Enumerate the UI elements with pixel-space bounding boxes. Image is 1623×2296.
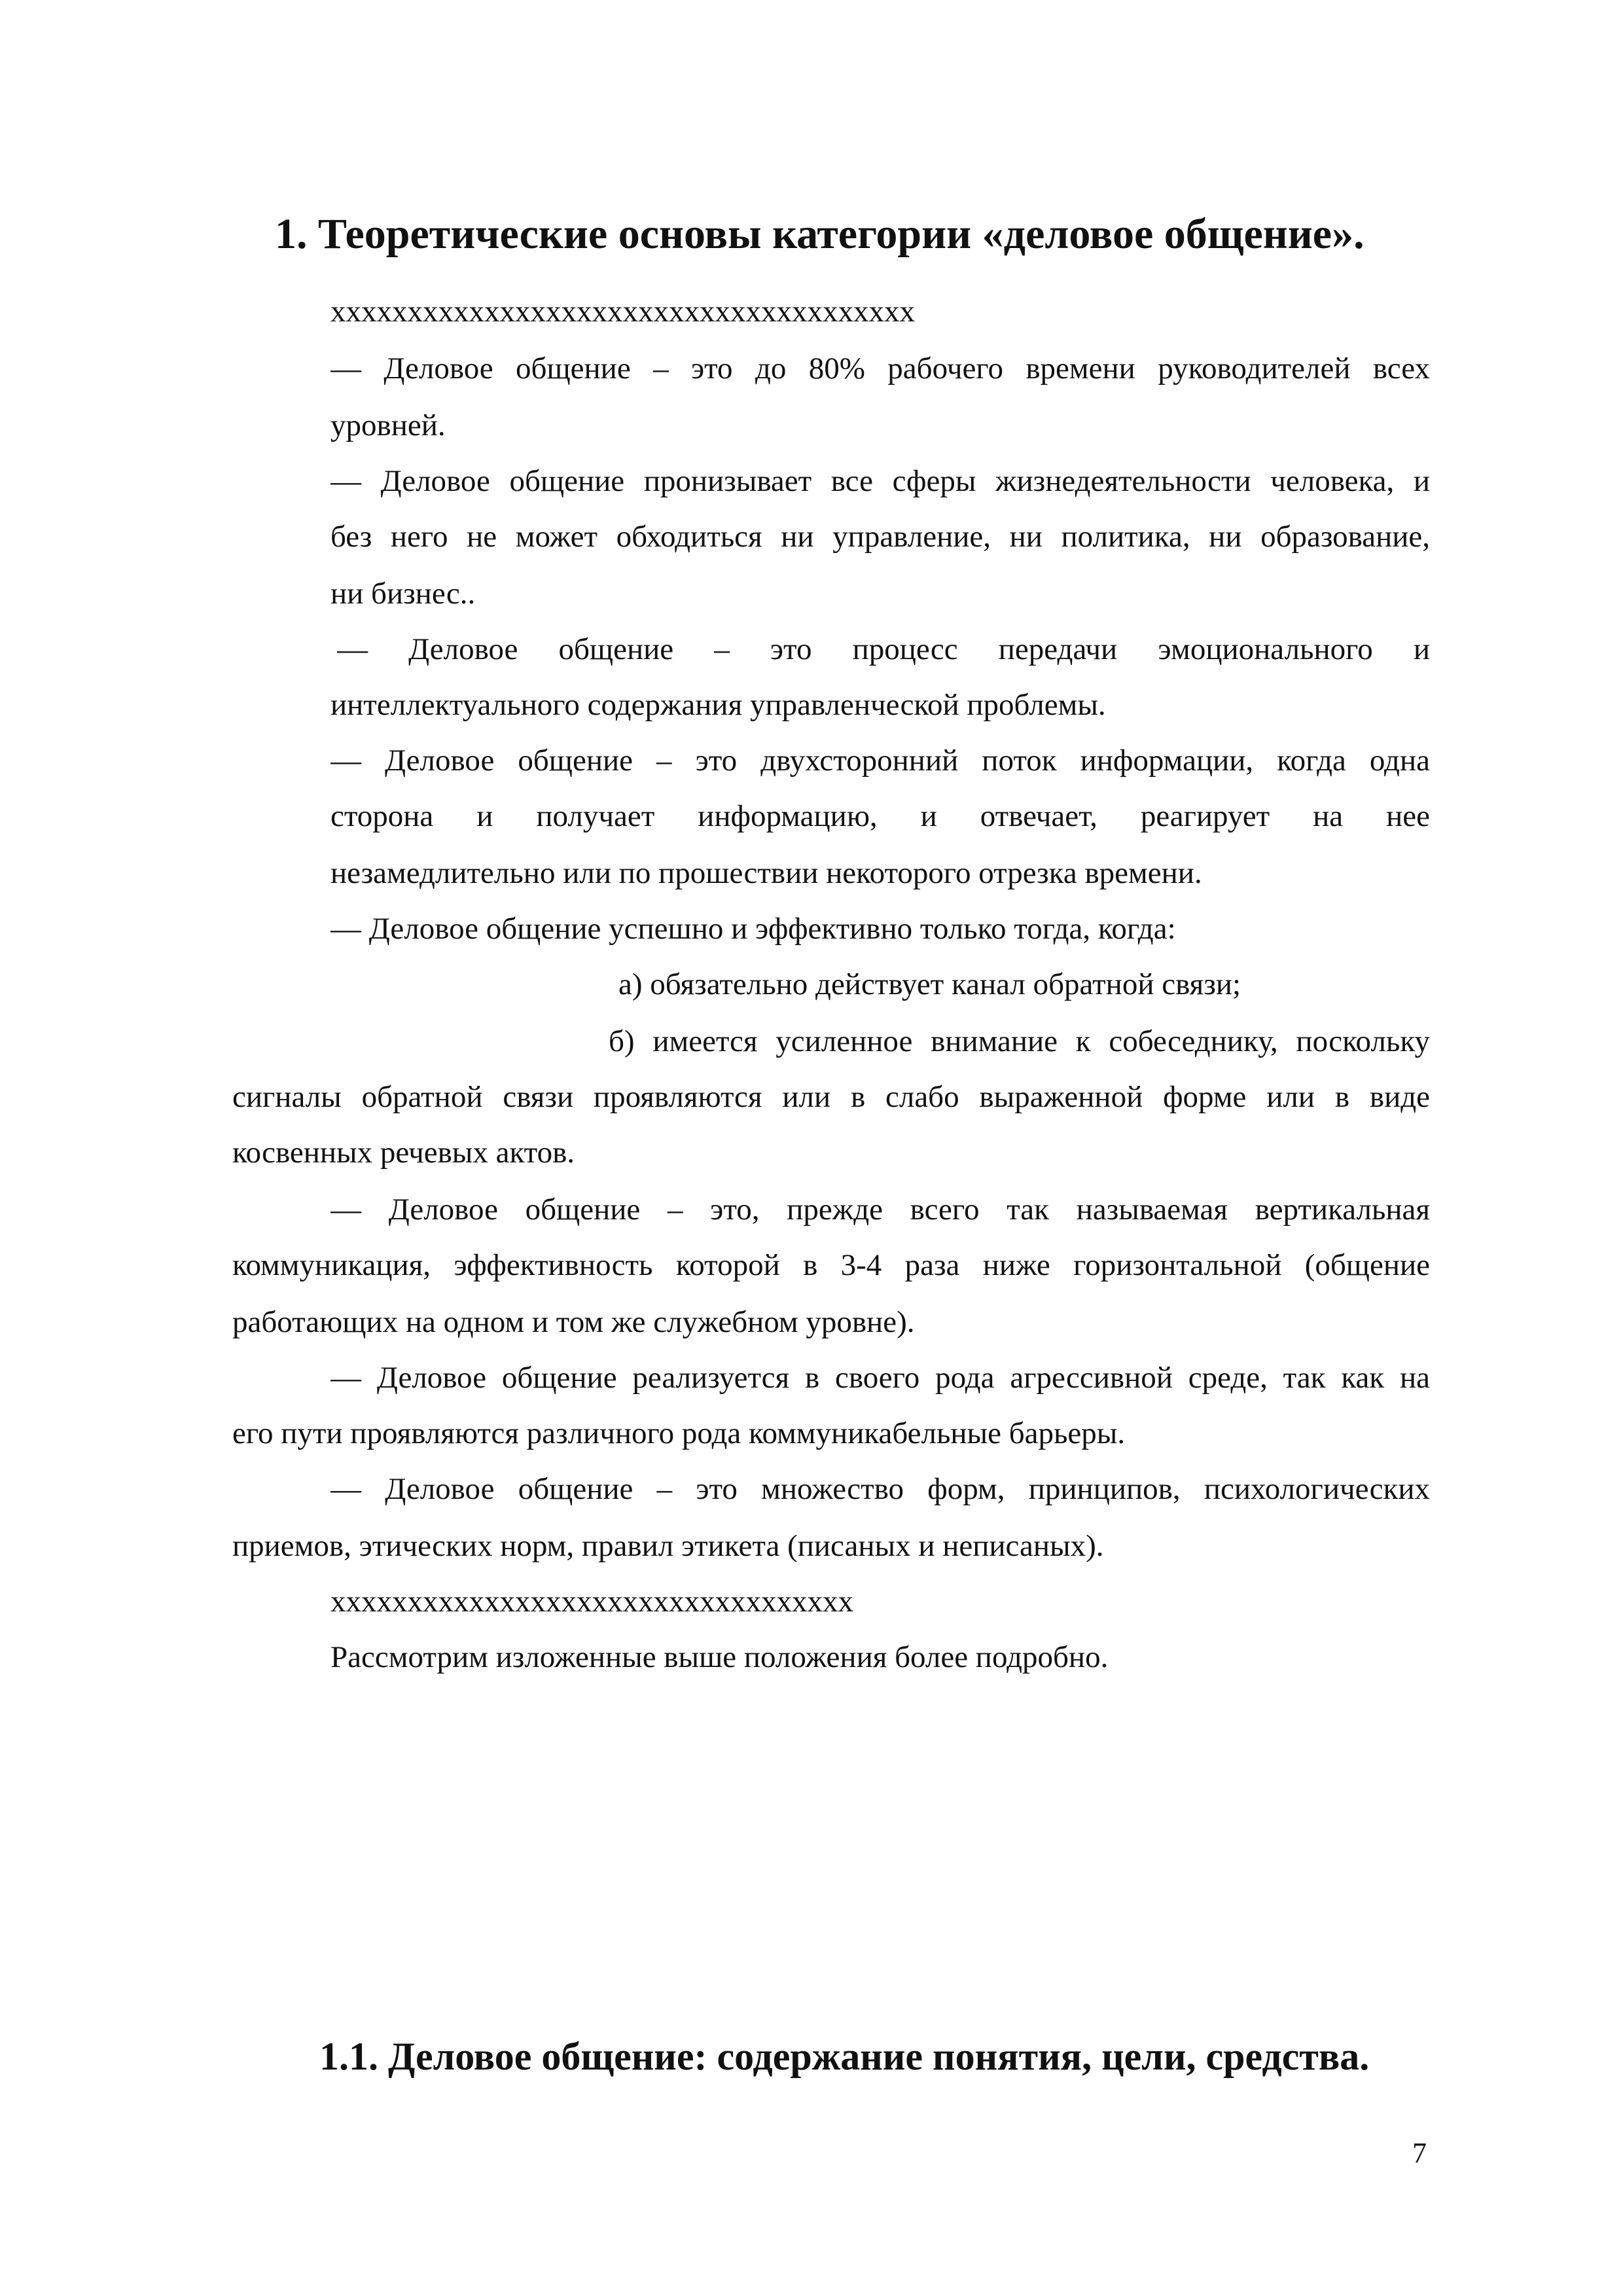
text-line: — Деловое общение пронизывает все сферы жизнедеятельности человека, и [330, 464, 1430, 498]
text-line: — Деловое общение – это, прежде всего так называемая вертикальная [330, 1193, 1430, 1227]
subsection-heading: 1.1. Деловое общение: содержание понятия, цели, средства. [319, 2035, 1370, 2078]
text-line: приемов, этических норм, правил этикета (писаных и неписаных). [232, 1529, 1104, 1563]
page-number: 7 [1412, 2137, 1427, 2169]
text-line: его пути проявляются различного рода коммуникабельные барьеры. [232, 1416, 1126, 1450]
text-line: — Деловое общение реализуется в своего рода агрессивной среде, так как на [330, 1361, 1430, 1395]
separator-line: хххххххххххххххххххххххххххххххххх [330, 1585, 853, 1619]
text-line: — Деловое общение – это множество форм, принципов, психологических [330, 1472, 1430, 1506]
text-line: интеллектуального содержания управленческой проблемы. [330, 688, 1106, 722]
text-line: сигналы обратной связи проявляются или в слабо выраженной форме или в виде [232, 1080, 1430, 1114]
text-line: — Деловое общение – это двухсторонний поток информации, когда одна [330, 744, 1430, 778]
text-line: — Деловое общение успешно и эффективно только тогда, когда: [330, 912, 1176, 946]
text-line: сторона и получает информацию, и отвечает, реагирует на нее [330, 799, 1430, 833]
text-line: работающих на одном и том же служебном уровне). [232, 1305, 915, 1339]
text-line: уровней. [330, 408, 446, 442]
text-line: без него не может обходиться ни управление, ни политика, ни образование, [330, 520, 1430, 554]
section-heading: 1. Теоретические основы категории «деловое общение». [275, 210, 1364, 258]
text-line: ни бизнес.. [330, 577, 476, 611]
list-item: а) обязательно действует канал обратной связи; [618, 967, 1241, 1001]
text-line: незамедлительно или по прошествии некоторого отрезка времени. [330, 856, 1202, 890]
text-line: коммуникация, эффективность которой в 3-4 раза ниже горизонтальной (общение [232, 1248, 1430, 1282]
text-line: Рассмотрим изложенные выше положения более подробно. [330, 1640, 1109, 1674]
list-item: б) имеется усиленное внимание к собеседнику, поскольку [609, 1024, 1430, 1058]
separator-line: хххххххххххххххххххххххххххххххххххххх [330, 295, 915, 329]
text-line: — Деловое общение – это до 80% рабочего времени руководителей всех [330, 351, 1430, 386]
text-line: косвенных речевых актов. [232, 1136, 575, 1170]
text-line: — Деловое общение – это процесс передачи эмоционального и [337, 632, 1430, 666]
